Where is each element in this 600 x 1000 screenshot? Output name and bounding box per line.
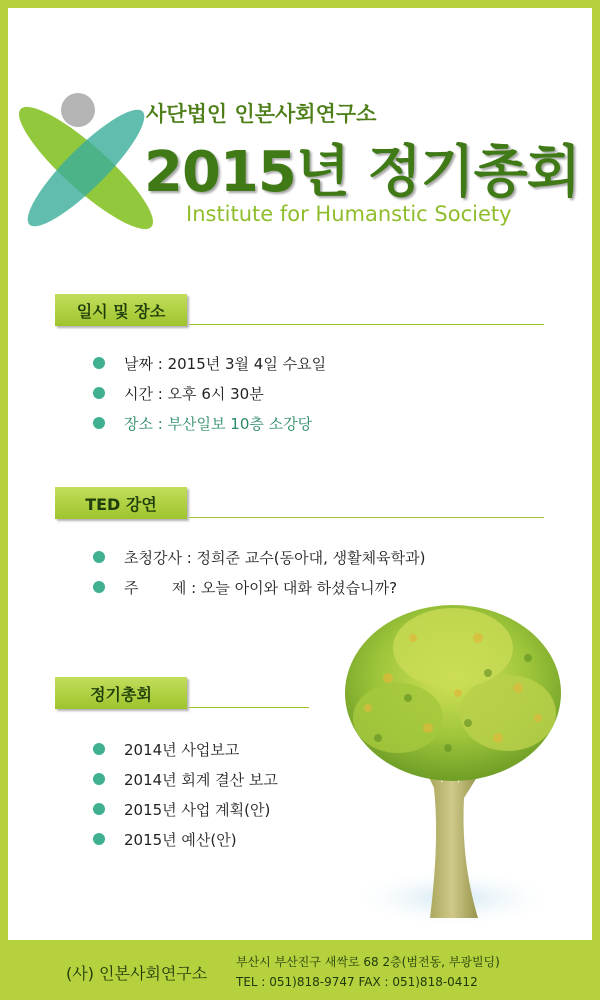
bullet-dot-icon — [93, 773, 105, 785]
bullet-dot-icon — [93, 417, 105, 429]
bullet-dot-icon — [93, 803, 105, 815]
section-divider — [189, 517, 544, 518]
list-item: 2014년 사업보고 — [93, 734, 278, 764]
bullet-dot-icon — [93, 743, 105, 755]
section-heading: TED 강연 — [55, 487, 187, 519]
section-list — [93, 734, 278, 854]
list-item: 초청강사 : 정희준 교수(동아대, 생활체육학과) — [93, 542, 425, 572]
footer-org-name: (사) 인본사회연구소 — [66, 964, 208, 983]
list-item: 2014년 회계 결산 보고 — [93, 764, 278, 794]
bullet-dot-icon — [93, 357, 105, 369]
bullet-dot-icon — [93, 551, 105, 563]
bullet-dot-icon — [93, 581, 105, 593]
section-divider — [189, 324, 544, 325]
list-item: 주 제 : 오늘 아이와 대화 하셨습니까? — [93, 572, 425, 602]
bullet-dot-icon — [93, 387, 105, 399]
list-item: 날짜 : 2015년 3월 4일 수요일 — [93, 348, 326, 378]
list-item: 장소 : 부산일보 10층 소강당 — [93, 408, 326, 438]
list-item: 시간 : 오후 6시 30분 — [93, 378, 326, 408]
section-list — [93, 348, 326, 438]
page-title: 2015년 정기총회 — [144, 140, 580, 205]
list-item: 2015년 예산(안) — [93, 824, 278, 854]
section-heading: 정기총회 — [55, 677, 187, 709]
tree-illustration-icon — [338, 598, 568, 928]
page-subtitle: Institute for Humanstic Society — [186, 202, 512, 226]
footer-address-block — [236, 952, 500, 992]
section-divider — [189, 707, 309, 708]
list-item: 2015년 사업 계획(안) — [93, 794, 278, 824]
logo-x-figure-icon — [14, 74, 164, 234]
section-heading: 일시 및 장소 — [55, 294, 187, 326]
org-name: 사단법인 인본사회연구소 — [146, 102, 377, 126]
footer-address: 부산시 부산진구 새싹로 68 2층(범전동, 부광빌딩) — [236, 955, 500, 969]
footer-contact: TEL : 051)818-9747 FAX : 051)818-0412 — [236, 975, 478, 989]
section-list — [93, 542, 425, 602]
poster-body — [8, 8, 592, 940]
bullet-dot-icon — [93, 833, 105, 845]
